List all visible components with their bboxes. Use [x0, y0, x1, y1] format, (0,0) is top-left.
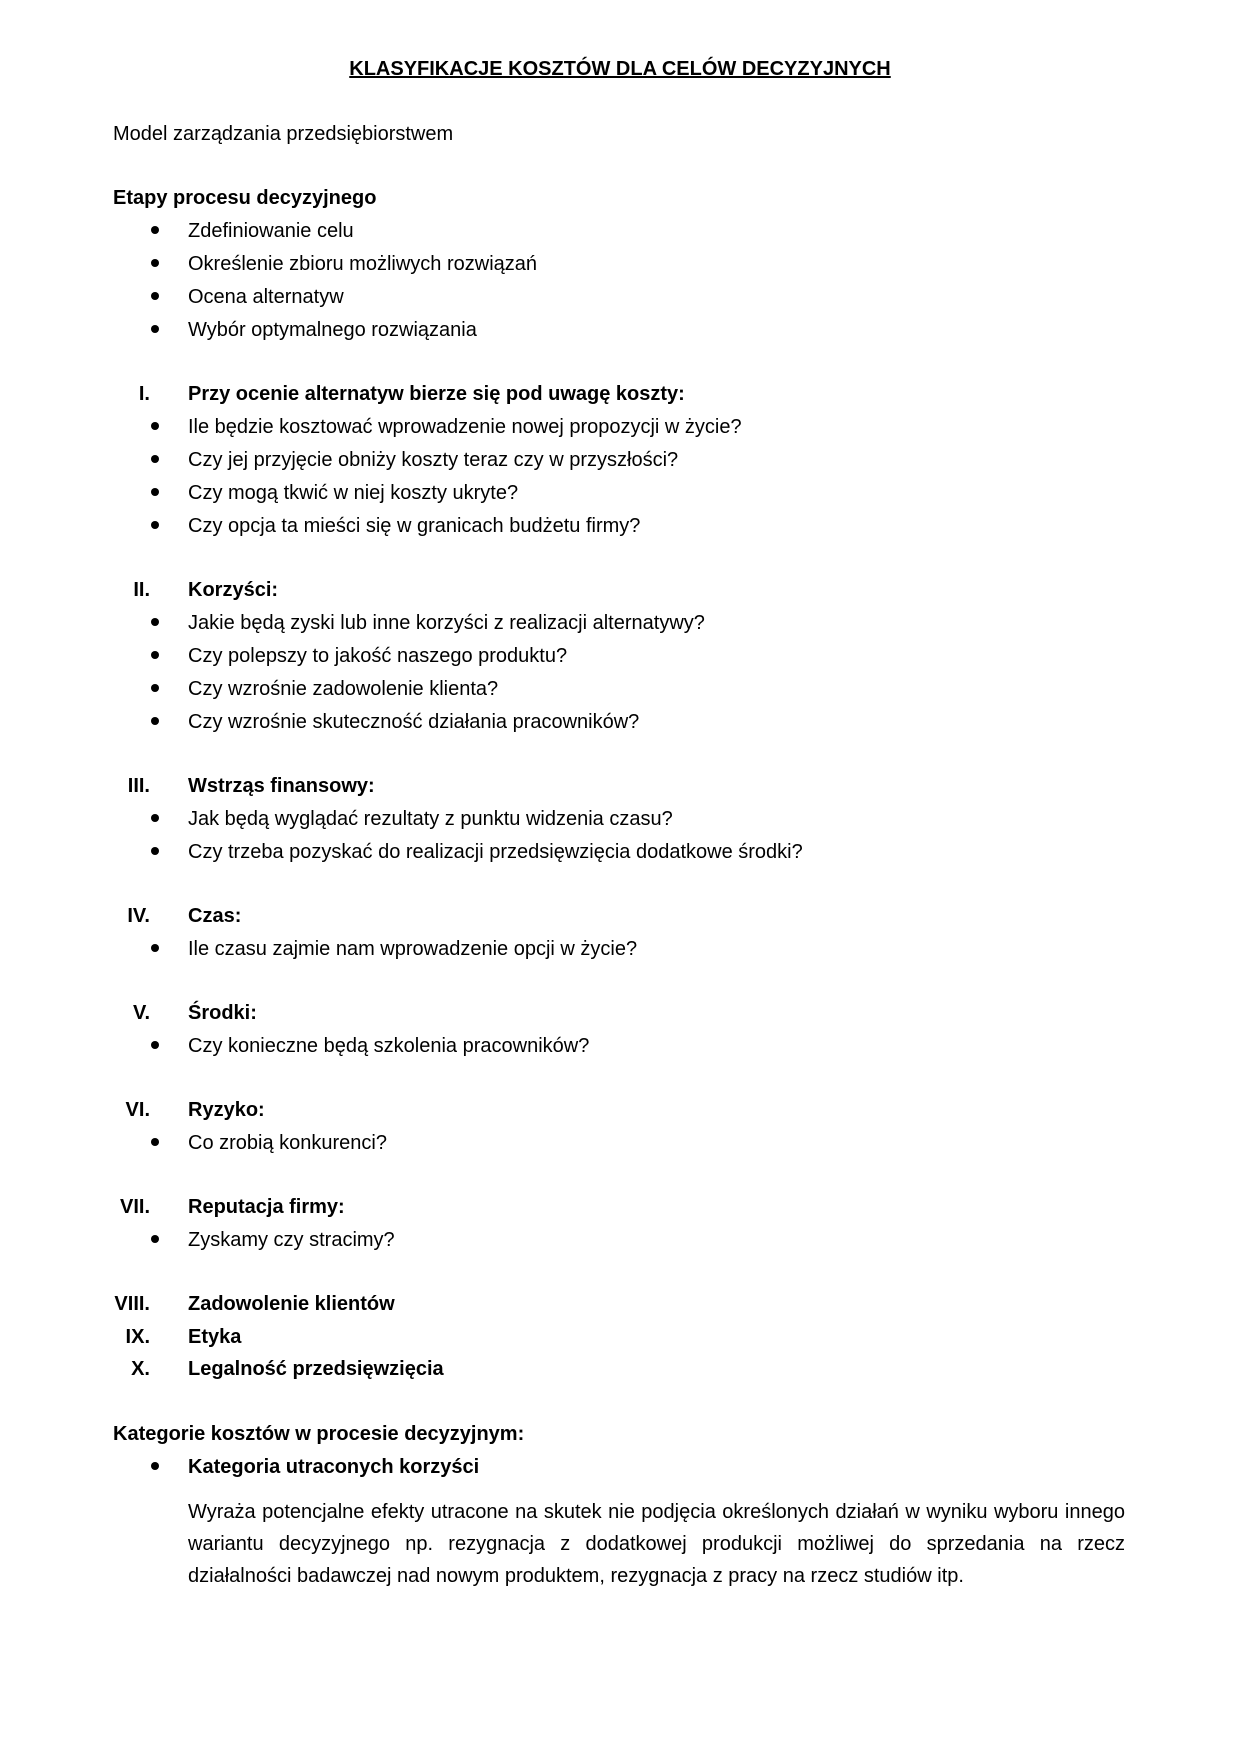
- bullet-icon: [151, 292, 159, 300]
- bullet-icon: [151, 847, 159, 855]
- section-title: Reputacja firmy:: [188, 1196, 345, 1218]
- bullet-icon: [151, 1138, 159, 1146]
- section-item: Czy polepszy to jakość naszego produktu?: [188, 645, 568, 667]
- bullet-icon: [151, 684, 159, 692]
- section-numeral: X.: [131, 1358, 150, 1380]
- section-title: Etyka: [188, 1326, 242, 1348]
- section-numeral: IX.: [125, 1326, 150, 1348]
- stage-item: Wybór optymalnego rozwiązania: [188, 319, 477, 341]
- section-item: Ile czasu zajmie nam wprowadzenie opcji w życie?: [188, 938, 638, 960]
- section-numeral: VI.: [125, 1099, 150, 1121]
- bullet-icon: [151, 521, 159, 529]
- bullet-icon: [151, 455, 159, 463]
- section-item: Czy jej przyjęcie obniży koszty teraz czy w przyszłości?: [188, 449, 679, 471]
- section-numeral: VIII.: [114, 1293, 150, 1315]
- bullet-icon: [151, 651, 159, 659]
- bullet-icon: [151, 488, 159, 496]
- bullet-icon: [151, 1462, 159, 1470]
- section-title: Przy ocenie alternatyw bierze się pod uwagę koszty:: [188, 383, 685, 405]
- stages-heading: Etapy procesu decyzyjnego: [113, 187, 377, 209]
- document-title: KLASYFIKACJE KOSZTÓW DLA CELÓW DECYZYJNYCH: [349, 58, 891, 80]
- bullet-icon: [151, 717, 159, 725]
- bullet-icon: [151, 944, 159, 952]
- section-item: Czy wzrośnie zadowolenie klienta?: [188, 678, 499, 700]
- intro-text: Model zarządzania przedsiębiorstwem: [113, 123, 454, 145]
- section-item: Zyskamy czy stracimy?: [188, 1229, 395, 1251]
- section-title: Ryzyko:: [188, 1099, 265, 1121]
- section-item: Jakie będą zyski lub inne korzyści z realizacji alternatywy?: [188, 612, 705, 634]
- section-numeral: II.: [133, 579, 150, 601]
- section-item: Czy trzeba pozyskać do realizacji przedsięwzięcia dodatkowe środki?: [188, 841, 803, 863]
- section-numeral: III.: [127, 775, 150, 797]
- section-title: Korzyści:: [188, 579, 279, 601]
- section-title: Środki:: [188, 1002, 257, 1024]
- stage-item: Ocena alternatyw: [188, 286, 344, 308]
- bullet-icon: [151, 1235, 159, 1243]
- categories-heading: Kategorie kosztów w procesie decyzyjnym:: [113, 1423, 525, 1445]
- section-item: Czy opcja ta mieści się w granicach budżetu firmy?: [188, 515, 641, 537]
- category-title: Kategoria utraconych korzyści: [188, 1456, 480, 1478]
- bullet-icon: [151, 814, 159, 822]
- bullet-icon: [151, 226, 159, 234]
- section-item: Jak będą wyglądać rezultaty z punktu widzenia czasu?: [188, 808, 673, 830]
- section-numeral: I.: [138, 383, 150, 405]
- section-numeral: IV.: [127, 905, 150, 927]
- stage-item: Określenie zbioru możliwych rozwiązań: [188, 253, 538, 275]
- section-item: Czy mogą tkwić w niej koszty ukryte?: [188, 482, 519, 504]
- section-numeral: V.: [132, 1002, 150, 1024]
- section-item: Co zrobią konkurenci?: [188, 1132, 387, 1154]
- section-item: Czy konieczne będą szkolenia pracowników?: [188, 1035, 590, 1057]
- section-title: Czas:: [188, 905, 242, 927]
- bullet-icon: [151, 618, 159, 626]
- bullet-icon: [151, 325, 159, 333]
- stage-item: Zdefiniowanie celu: [188, 220, 354, 242]
- bullet-icon: [151, 259, 159, 267]
- section-title: Zadowolenie klientów: [188, 1293, 395, 1315]
- section-title: Wstrząs finansowy:: [188, 775, 375, 797]
- section-item: Czy wzrośnie skuteczność działania pracowników?: [188, 711, 640, 733]
- category-description: Wyraża potencjalne efekty utracone na skutek nie podjęcia określonych działań w wyniku wyboru innego wariantu decyzyjnego np. rezygnacja z dodatkowej produkcji możliwej do sprzedania na rzecz działalności badawczej nad nowym produktem, rezygnacja z pracy na rzecz studiów itp.: [188, 1501, 1125, 1587]
- section-item: Ile będzie kosztować wprowadzenie nowej propozycji w życie?: [188, 416, 742, 438]
- bullet-icon: [151, 1041, 159, 1049]
- section-numeral: VII.: [119, 1196, 150, 1218]
- section-title: Legalność przedsięwzięcia: [188, 1358, 444, 1380]
- bullet-icon: [151, 422, 159, 430]
